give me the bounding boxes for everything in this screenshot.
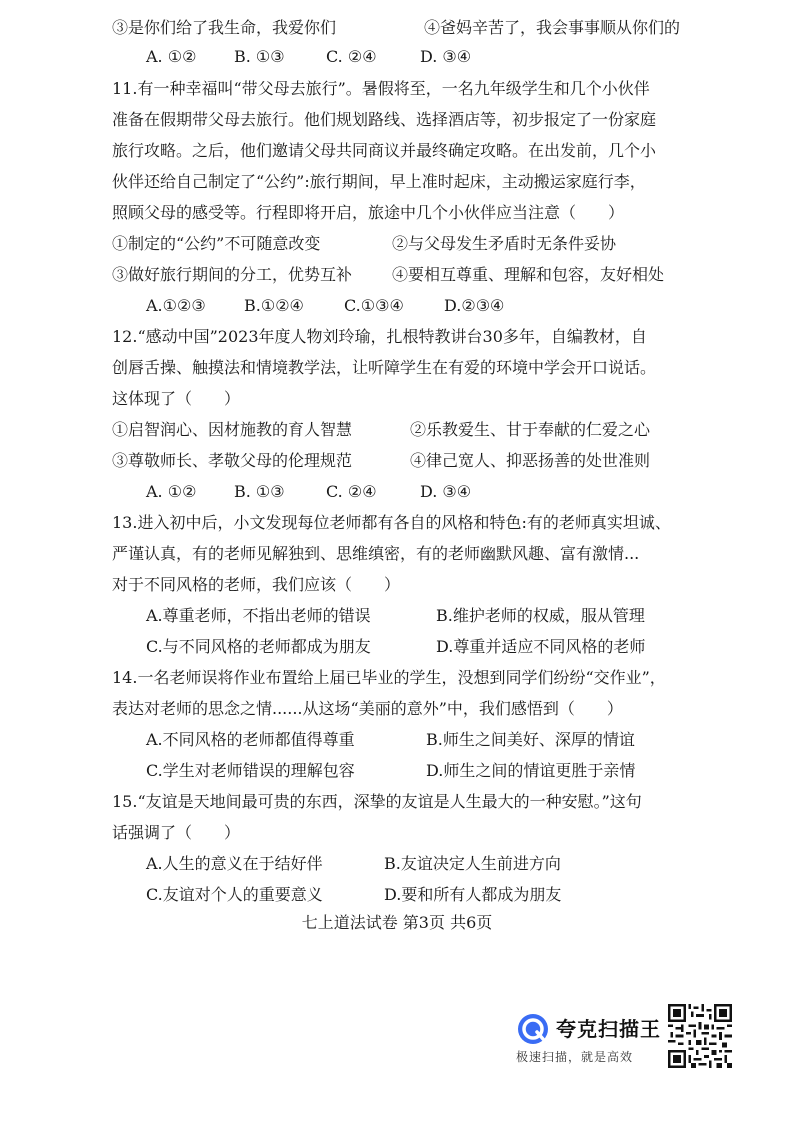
question-12-item-3: ③尊敬师长、孝敬父母的伦理规范 bbox=[112, 451, 353, 470]
question-14-line: 14.一名老师误将作业布置给上届已毕业的学生，没想到同学们纷纷“交作业”， bbox=[112, 668, 666, 687]
question-11-option-a: A.①②③ bbox=[146, 296, 206, 315]
option-c: C. ②④ bbox=[326, 47, 377, 66]
question-12-option-d: D. ③④ bbox=[420, 482, 472, 501]
question-12-option-b: B. ①③ bbox=[234, 482, 285, 501]
scanner-watermark bbox=[516, 1008, 666, 1068]
question-15-option-c: C.友谊对个人的重要意义 bbox=[146, 885, 323, 904]
question-11-item-3: ③做好旅行期间的分工，优势互补 bbox=[112, 265, 353, 284]
question-15-line: 话强调了（ ） bbox=[112, 823, 241, 842]
question-12-line: 12.“感动中国”2023年度人物刘玲瑜，扎根特教讲台30多年，自编教材，自 bbox=[112, 327, 647, 346]
question-14-option-b: B.师生之间美好、深厚的情谊 bbox=[426, 730, 635, 749]
question-15-option-a: A.人生的意义在于结好伴 bbox=[146, 854, 323, 873]
question-13-line: 13.进入初中后，小文发现每位老师都有各自的风格和特色:有的老师真实坦诚、 bbox=[112, 513, 671, 532]
question-15-option-b: B.友谊决定人生前进方向 bbox=[384, 854, 561, 873]
question-11-item-4: ④要相互尊重、理解和包容，友好相处 bbox=[392, 265, 665, 284]
question-13-option-a: A.尊重老师，不指出老师的错误 bbox=[146, 606, 371, 625]
option-a: A. ①② bbox=[146, 47, 197, 66]
page-footer: 七上道法试卷 第3页 共6页 bbox=[301, 913, 493, 932]
scanner-slogan: 极速扫描，就是高效 bbox=[516, 1050, 634, 1064]
question-14-line: 表达对老师的思念之情......从这场“美丽的意外”中，我们感悟到（ ） bbox=[112, 699, 623, 718]
question-13-option-d: D.尊重并适应不同风格的老师 bbox=[436, 637, 646, 656]
question-11-line: 旅行攻略。之后，他们邀请父母共同商议并最终确定攻略。在出发前，几个小 bbox=[112, 141, 657, 160]
question-15-option-d: D.要和所有人都成为朋友 bbox=[384, 885, 562, 904]
question-15-line: 15.“友谊是天地间最可贵的东西，深挚的友谊是人生最大的一种安慰。”这句 bbox=[112, 792, 642, 811]
question-12-option-c: C. ②④ bbox=[326, 482, 377, 501]
question-11-option-c: C.①③④ bbox=[344, 296, 404, 315]
question-14-option-a: A.不同风格的老师都值得尊重 bbox=[146, 730, 355, 749]
option-d: D. ③④ bbox=[420, 47, 472, 66]
question-12-item-4: ④律己宽人、抑恶扬善的处世准则 bbox=[410, 451, 651, 470]
question-14-option-d: D.师生之间的情谊更胜于亲情 bbox=[426, 761, 636, 780]
question-13-line: 对于不同风格的老师，我们应该（ ） bbox=[112, 575, 401, 594]
question-11-line: 照顾父母的感受等。行程即将开启，旅途中几个小伙伴应当注意（ ） bbox=[112, 203, 625, 222]
option-b: B. ①③ bbox=[234, 47, 285, 66]
question-11-option-d: D.②③④ bbox=[444, 296, 505, 315]
question-14-option-c: C.学生对老师错误的理解包容 bbox=[146, 761, 355, 780]
scanner-brand-name: 夸克扫描王 bbox=[556, 1017, 661, 1041]
question-11-item-1: ①制定的“公约”不可随意改变 bbox=[112, 234, 321, 253]
question-12-line: 创唇舌操、触摸法和情境教学法，让听障学生在有爱的环境中学会开口说话。 bbox=[112, 358, 657, 377]
question-13-line: 严谨认真，有的老师见解独到、思维缜密，有的老师幽默风趣、富有激情... bbox=[112, 544, 640, 563]
question-11-line: 准备在假期带父母去旅行。他们规划路线、选择酒店等，初步报定了一份家庭 bbox=[112, 110, 657, 129]
question-12-option-a: A. ①② bbox=[146, 482, 197, 501]
question-12-line: 这体现了（ ） bbox=[112, 389, 241, 408]
quark-logo-icon bbox=[516, 1012, 550, 1046]
question-12-item-1: ①启智润心、因材施教的育人智慧 bbox=[112, 420, 353, 439]
question-12-item-2: ②乐教爱生、甘于奉献的仁爱之心 bbox=[410, 420, 651, 439]
question-11-option-b: B.①②④ bbox=[244, 296, 304, 315]
question-13-option-c: C.与不同风格的老师都成为朋友 bbox=[146, 637, 371, 656]
item-4: ④爸妈辛苦了，我会事事顺从你们的 bbox=[424, 18, 681, 37]
question-11-line: 伙伴还给自己制定了“公约”:旅行期间，早上准时起床，主动搬运家庭行李， bbox=[112, 172, 646, 191]
question-13-option-b: B.维护老师的权威，服从管理 bbox=[436, 606, 645, 625]
qr-code-icon bbox=[668, 1004, 732, 1068]
question-11-line: 11.有一种幸福叫“带父母去旅行”。暑假将至，一名九年级学生和几个小伙伴 bbox=[112, 79, 650, 98]
item-3: ③是你们给了我生命，我爱你们 bbox=[112, 18, 337, 37]
question-11-item-2: ②与父母发生矛盾时无条件妥协 bbox=[392, 234, 617, 253]
